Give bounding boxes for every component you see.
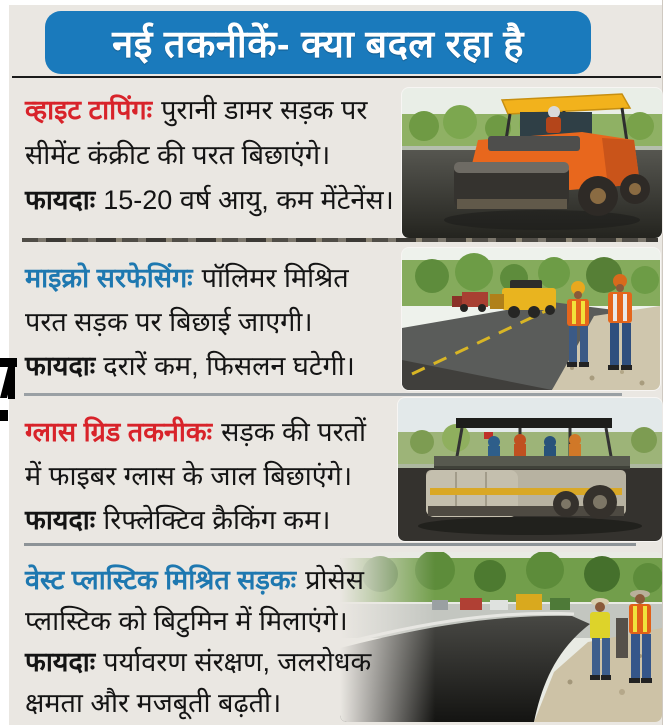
section-text: सीमेंट कंक्रीट की परत बिछाएंगे।: [25, 140, 331, 170]
section-title: व्हाइट टापिंगः: [25, 95, 153, 125]
orange-road-roller-illustration: [402, 88, 662, 238]
section-waste-plastic: [25, 560, 371, 724]
section-divider: [24, 543, 636, 546]
section-text: प्रोसेस: [305, 565, 364, 595]
benefit-text: पर्यावरण संरक्षण, जलरोधक: [103, 647, 372, 677]
orange-road-roller-photo: [402, 88, 662, 238]
fresh-asphalt-curve-photo: [340, 552, 662, 722]
section-text: सड़क की परतों: [221, 417, 367, 447]
section-title: वेस्ट प्लास्टिक मिश्रित सड़कः: [25, 565, 297, 595]
right-column-rule: [662, 0, 663, 725]
section-text: पुरानी डामर सड़क पर: [161, 95, 368, 125]
section-text: परत सड़क पर बिछाई जाएगी।: [25, 307, 313, 337]
grey-road-roller-illustration: [398, 398, 662, 541]
benefit-label: फायदाः: [25, 185, 96, 215]
page-title-text: नई तकनीकें- क्या बदल रहा है: [112, 23, 524, 66]
benefit-text: 15-20 वर्ष आयु, कम मेंटेनेंस।: [103, 185, 394, 215]
grey-road-roller-photo: [398, 398, 662, 541]
road-workers-paver-photo: [402, 248, 660, 390]
benefit-label: फायदाः: [25, 351, 96, 381]
benefit-text: दरारें कम, फिसलन घटेगी।: [103, 351, 355, 381]
header-rule: [12, 76, 661, 78]
section-title: ग्लास ग्रिड तकनीकः: [25, 417, 213, 447]
benefit-text: क्षमता और मजबूती बढ़ती।: [25, 688, 282, 718]
section-text: प्लास्टिक को बिटुमिन में मिलाएंगे।: [25, 606, 348, 636]
benefit-text: रिफ्लेक्टिव क्रैकिंग कम।: [103, 505, 331, 535]
section-text: पॉलिमर मिश्रित: [201, 263, 349, 293]
section-divider: [24, 393, 622, 396]
page-title: [45, 11, 591, 74]
benefit-label: फायदाः: [25, 647, 96, 677]
section-white-topping: [25, 88, 394, 223]
section-micro-surfacing: [25, 256, 355, 388]
benefit-label: फायदाः: [25, 505, 96, 535]
section-text: में फाइबर ग्लास के जाल बिछाएंगे।: [25, 461, 353, 491]
clipped-newsprint-glyph: [0, 352, 18, 432]
section-glass-grid: [25, 410, 366, 542]
section-title: माइक्रो सरफेसिंगः: [25, 263, 193, 293]
section-divider: [22, 238, 658, 242]
fresh-asphalt-curve-illustration: [340, 552, 662, 722]
road-workers-paver-illustration: [402, 248, 660, 390]
